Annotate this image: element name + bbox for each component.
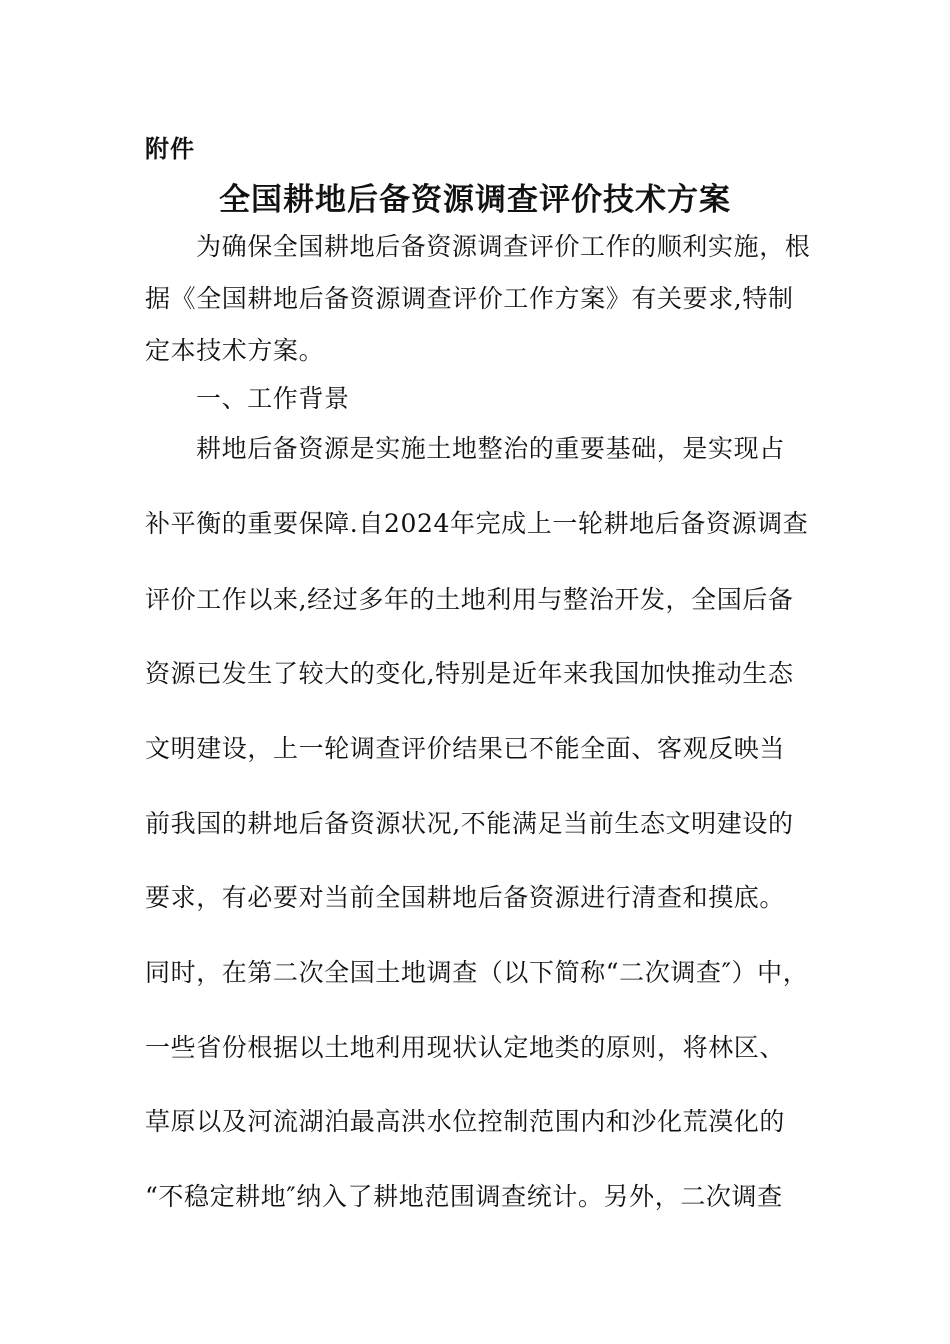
document-title: 全国耕地后备资源调查评价技术方案 [219,182,731,218]
intro-line-2: 据《全国耕地后备资源调查评价工作方案》有关要求,特制 [145,284,794,313]
body-line-1: 耕地后备资源是实施土地整治的重要基础，是实现占 [196,434,785,463]
body-line-5: 文明建设，上一轮调查评价结果已不能全面、客观反映当 [145,734,786,763]
body-line-11: “不稳定耕地″纳入了耕地范围调查统计。另外，二次调查 [145,1182,783,1211]
body-line-10: 草原以及河流湖泊最高洪水位控制范围内和沙化荒漠化的 [145,1107,786,1136]
body-line-3: 评价工作以来,经过多年的土地利用与整治开发，全国后备 [145,585,794,614]
body-line-4: 资源已发生了较大的变化,特别是近年来我国加快推动生态 [145,659,794,688]
body-line-7: 要求，有必要对当前全国耕地后备资源进行清查和摸底。 [145,883,786,912]
body-line-2: 补平衡的重要保障.自2024年完成上一轮耕地后备资源调查 [145,509,809,538]
intro-line-1: 为确保全国耕地后备资源调查评价工作的顺利实施，根 [196,232,811,261]
attachment-label: 附件 [145,135,195,163]
body-line-8: 同时，在第二次全国土地调查（以下简称“二次调查″）中， [145,958,809,987]
body-line-9: 一些省份根据以土地利用现状认定地类的原则，将林区、 [145,1033,786,1062]
intro-line-3: 定本技术方案。 [145,336,325,365]
body-line-6: 前我国的耕地后备资源状况,不能满足当前生态文明建设的 [145,809,794,838]
section-heading: 一、工作背景 [196,384,350,413]
